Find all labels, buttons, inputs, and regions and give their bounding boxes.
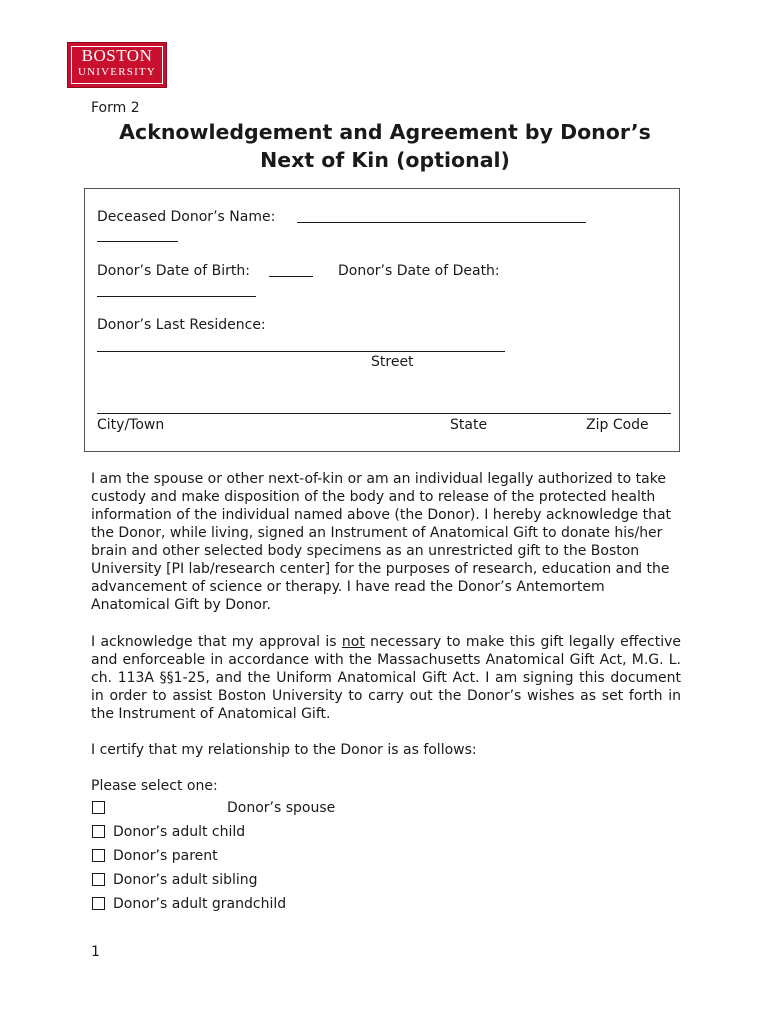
certify-statement: I certify that my relationship to the Donor is as follows: bbox=[91, 742, 477, 758]
boston-university-logo bbox=[67, 42, 167, 88]
option-adult-grandchild-label: Donor’s adult grandchild bbox=[113, 896, 287, 912]
title-line-2: Next of Kin (optional) bbox=[260, 148, 510, 172]
dod-field[interactable] bbox=[97, 296, 256, 297]
acknowledgement-paragraph: I am the spouse or other next-of-kin or am an individual legally authorized to take custody and make disposition of the body and to release of the protected health information of the individual named above (the Donor). I hereby acknowledge that the Donor, while living, signed an Instrument of Anatomical Gift to donate his/her brain and other selected body specimens as an unrestricted gift to the Boston University [PI lab/research center] for the purposes of research, education and the advancement of science or therapy. I have read the Donor’s Antemortem Anatomical Gift by Donor. bbox=[91, 471, 672, 613]
checkbox-parent[interactable] bbox=[92, 849, 105, 862]
logo-line-1: BOSTON bbox=[81, 46, 153, 65]
logo-line-2: UNIVERSITY bbox=[78, 66, 156, 78]
option-adult-child-label: Donor’s adult child bbox=[113, 824, 246, 840]
dob-label: Donor’s Date of Birth: bbox=[97, 263, 250, 279]
approval-text-end: necessary to make this gift legally effective and enforceable in accordance with the Massachusetts Anatomical Gift Act, M.G. L. ch. 113A §§1-25, and the Uniform Anatomical Gift Act. I am signing this document in order to assist Boston University to carry out the Donor’s wishes as set forth in the Instrument of Anatomical Gift. bbox=[91, 634, 681, 722]
checkbox-adult-grandchild[interactable] bbox=[92, 897, 105, 910]
zip-label: Zip Code bbox=[586, 417, 649, 433]
title-line-1: Acknowledgement and Agreement by Donor’s bbox=[119, 120, 651, 144]
city-state-zip-field[interactable] bbox=[97, 413, 671, 414]
select-prompt: Please select one: bbox=[91, 778, 218, 794]
not-emphasis: not bbox=[341, 634, 365, 650]
checkbox-adult-child[interactable] bbox=[92, 825, 105, 838]
residence-label: Donor’s Last Residence: bbox=[97, 317, 266, 333]
option-parent-label: Donor’s parent bbox=[113, 848, 218, 864]
option-adult-sibling-label: Donor’s adult sibling bbox=[113, 872, 258, 888]
checkbox-adult-sibling[interactable] bbox=[92, 873, 105, 886]
street-field[interactable] bbox=[97, 351, 505, 352]
dob-field[interactable] bbox=[269, 276, 313, 277]
state-label: State bbox=[450, 417, 488, 433]
street-label: Street bbox=[371, 354, 414, 370]
page-title bbox=[60, 118, 710, 174]
approval-paragraph bbox=[91, 633, 681, 723]
form-number: Form 2 bbox=[91, 100, 140, 116]
city-label: City/Town bbox=[97, 417, 165, 433]
donor-name-label: Deceased Donor’s Name: bbox=[97, 209, 276, 225]
dod-label: Donor’s Date of Death: bbox=[338, 263, 500, 279]
checkbox-spouse[interactable] bbox=[92, 801, 105, 814]
donor-name-field-continued[interactable] bbox=[97, 241, 178, 242]
option-spouse-label: Donor’s spouse bbox=[227, 800, 336, 816]
page-number: 1 bbox=[91, 944, 100, 960]
approval-text-start: I acknowledge that my approval is bbox=[91, 634, 342, 650]
donor-name-field[interactable] bbox=[297, 222, 586, 223]
